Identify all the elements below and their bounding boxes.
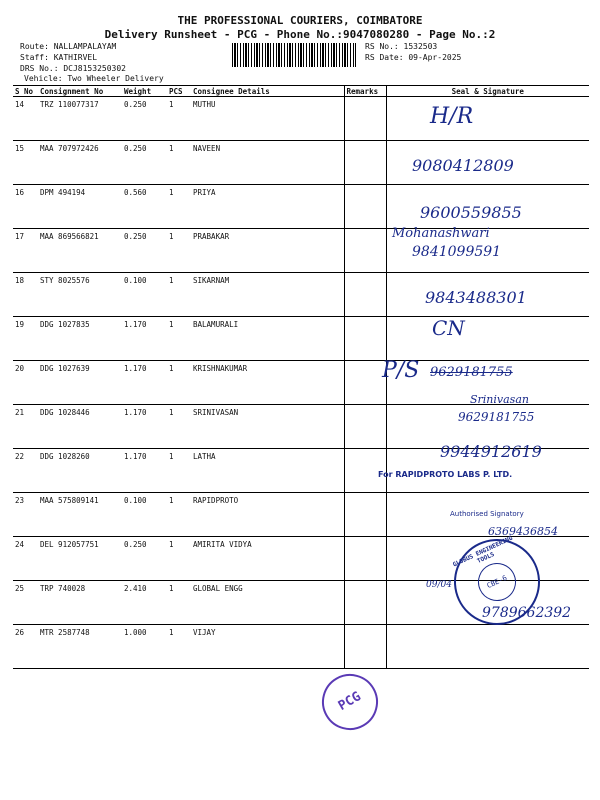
sno: 16 (13, 185, 38, 229)
weight: 1.170 (122, 449, 167, 493)
sig-row-18: 9843488301 (425, 288, 527, 307)
sno: 22 (13, 449, 38, 493)
remarks (344, 537, 386, 581)
weight: 0.100 (122, 273, 167, 317)
weight: 0.560 (122, 185, 167, 229)
consignee: AMIRITA VIDYA (191, 537, 344, 581)
weight: 1.170 (122, 405, 167, 449)
authorised-signatory: Authorised Signatory (450, 510, 524, 518)
sno: 15 (13, 141, 38, 185)
sig-row-24: 6369436854 (488, 525, 558, 538)
weight: 0.250 (122, 141, 167, 185)
consignment-no: MAA 869566821 (38, 229, 122, 273)
table-row (13, 97, 589, 141)
weight: 1.170 (122, 361, 167, 405)
sno: 20 (13, 361, 38, 405)
pcs: 1 (167, 361, 191, 405)
sno: 21 (13, 405, 38, 449)
col-signature: Seal & Signature (386, 86, 589, 97)
sno: 17 (13, 229, 38, 273)
consignment-no: TRP 740028 (38, 581, 122, 625)
pcs: 1 (167, 405, 191, 449)
consignment-no: DEL 912057751 (38, 537, 122, 581)
sig-row-14: H/R (430, 104, 474, 129)
sig-row-19: CN (432, 316, 465, 340)
consignee: PRABAKAR (191, 229, 344, 273)
route-info: Route: NALLAMPALAYAM (20, 42, 117, 51)
sno: 14 (13, 97, 38, 141)
pcs: 1 (167, 581, 191, 625)
pcs: 1 (167, 229, 191, 273)
consignee: KRISHNAKUMAR (191, 361, 344, 405)
sno: 26 (13, 625, 38, 669)
consignment-no: DDG 1028260 (38, 449, 122, 493)
pcs: 1 (167, 97, 191, 141)
pcs: 1 (167, 537, 191, 581)
remarks (344, 273, 386, 317)
weight: 1.170 (122, 317, 167, 361)
rs-number: RS No.: 1532503 (365, 42, 438, 51)
signature (386, 317, 589, 361)
sig-row-17-name: Mohanashwari (392, 226, 490, 241)
sig-row-25-date: 09/04 (426, 580, 452, 590)
consignment-no: DDG 1027835 (38, 317, 122, 361)
remarks (344, 625, 386, 669)
pcg-stamp: PCG (312, 664, 388, 740)
remarks (344, 361, 386, 405)
consignment-no: TRZ 110077317 (38, 97, 122, 141)
sig-row-17-phone: 9841099591 (412, 244, 502, 260)
table-row (13, 229, 589, 273)
col-pcs: PCS (167, 86, 191, 97)
col-consignee: Consignee Details (191, 86, 344, 97)
weight: 1.000 (122, 625, 167, 669)
sno: 25 (13, 581, 38, 625)
consignee: PRIYA (191, 185, 344, 229)
consignee: SIKARNAM (191, 273, 344, 317)
rs-date: RS Date: 09-Apr-2025 (365, 53, 462, 62)
pcs: 1 (167, 493, 191, 537)
weight: 0.250 (122, 537, 167, 581)
consignee: RAPIDPROTO (191, 493, 344, 537)
consignee: SRINIVASAN (191, 405, 344, 449)
company-seal-text: For RAPIDPROTO LABS P. LTD. (378, 470, 513, 479)
sig-row-15: 9080412809 (412, 156, 514, 175)
consignee: VIJAY (191, 625, 344, 669)
consignee: MUTHU (191, 97, 344, 141)
vehicle-info: Vehicle: Two Wheeler Delivery (24, 74, 164, 83)
consignee: NAVEEN (191, 141, 344, 185)
weight: 0.100 (122, 493, 167, 537)
pcs: 1 (167, 449, 191, 493)
remarks (344, 229, 386, 273)
sig-row-21-name: Srinivasan (470, 393, 529, 406)
remarks (344, 185, 386, 229)
remarks (344, 405, 386, 449)
weight: 0.250 (122, 97, 167, 141)
sig-row-21-phone: 9629181755 (458, 410, 535, 424)
weight: 2.410 (122, 581, 167, 625)
sig-row-16: 9600559855 (420, 203, 522, 222)
company-title: THE PROFESSIONAL COURIERS, COIMBATORE (177, 14, 423, 27)
table-row (13, 625, 589, 669)
pcs: 1 (167, 141, 191, 185)
consignee: GLOBAL ENGG (191, 581, 344, 625)
consignment-no: DDG 1028446 (38, 405, 122, 449)
remarks (344, 97, 386, 141)
consignment-no: MTR 2587748 (38, 625, 122, 669)
sig-row-22: 9944912619 (440, 442, 542, 461)
sno: 19 (13, 317, 38, 361)
col-sno: S No (13, 86, 38, 97)
company-round-seal: GLOBUS ENGINEERING TOOLS CBE-6 (440, 525, 554, 639)
remarks (344, 317, 386, 361)
table-row (13, 317, 589, 361)
sig-row-26: 9789662392 (482, 605, 572, 621)
sno: 18 (13, 273, 38, 317)
consignment-no: STY 8025576 (38, 273, 122, 317)
consignment-no: DPM 494194 (38, 185, 122, 229)
col-remarks: Remarks (344, 86, 386, 97)
sig-row-20: P/S (382, 358, 420, 383)
sno: 23 (13, 493, 38, 537)
weight: 0.250 (122, 229, 167, 273)
consignee: BALAMURALI (191, 317, 344, 361)
signature (386, 97, 589, 141)
signature (386, 625, 589, 669)
drs-info: DRS No.: DCJ8153250302 (20, 64, 126, 73)
consignment-no: MAA 707972426 (38, 141, 122, 185)
consignment-no: MAA 575809141 (38, 493, 122, 537)
col-consignment: Consignment No (38, 86, 122, 97)
remarks (344, 581, 386, 625)
sno: 24 (13, 537, 38, 581)
barcode (232, 43, 356, 67)
sig-row-20-phone: 9629181755 (430, 365, 513, 380)
remarks (344, 141, 386, 185)
pcs: 1 (167, 185, 191, 229)
runsheet-subtitle: Delivery Runsheet - PCG - Phone No.:9047080280 - Page No.:2 (104, 28, 496, 41)
pcs: 1 (167, 317, 191, 361)
pcs: 1 (167, 273, 191, 317)
col-weight: Weight (122, 86, 167, 97)
consignee: LATHA (191, 449, 344, 493)
consignment-no: DDG 1027639 (38, 361, 122, 405)
pcs: 1 (167, 625, 191, 669)
remarks (344, 493, 386, 537)
staff-info: Staff: KATHIRVEL (20, 53, 98, 62)
table-header (13, 86, 589, 97)
